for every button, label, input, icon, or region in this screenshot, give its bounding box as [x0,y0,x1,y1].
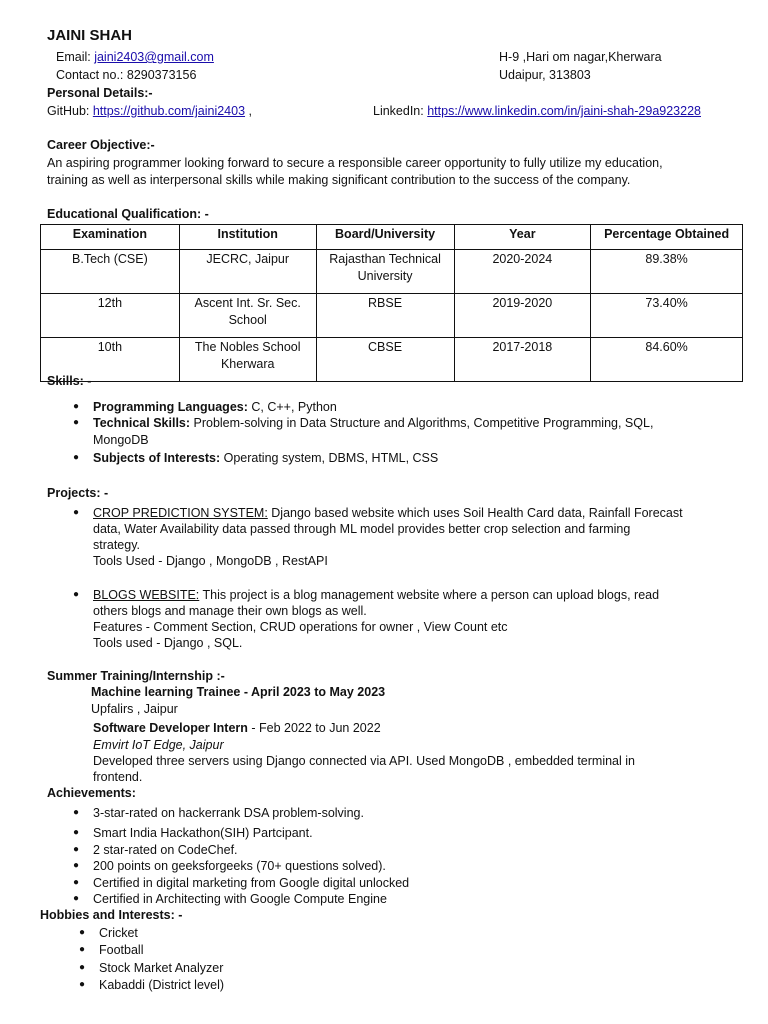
cell-percentage: 84.60% [591,338,743,382]
skill-technical-continued: MongoDB [93,433,149,447]
hobby-item: Football [99,943,144,957]
skill-programming [93,399,337,415]
training-ml-place: Upfalirs , Jaipur [91,702,178,716]
training-sde-title: Software Developer Intern [93,721,248,735]
cell-year: 2017-2018 [454,338,591,382]
github-link[interactable]: https://github.com/jaini2403 [92,104,246,118]
education-row [41,294,743,338]
bullet-icon: ● [72,844,80,855]
bullet-icon: ● [72,893,80,904]
header-board: Board/University [316,225,454,250]
bullet-icon: ● [72,827,80,838]
project-crop-tools: Tools Used - Django , MongoDB , RestAPI [93,554,328,568]
skill-subjects-value: Operating system, DBMS, HTML, CSS [220,451,439,465]
hobbies-heading: Hobbies and Interests: - [40,908,183,922]
bullet-icon: ● [72,401,80,412]
achievements-heading: Achievements: [47,786,136,800]
project-crop-line-3: strategy. [93,538,141,552]
project-crop-desc: Django based website which uses Soil Health Card data, Rainfall Forecast [267,506,683,520]
cell-board: Rajasthan Technical University [316,250,454,294]
contact-number: Contact no.: 8290373156 [56,68,197,82]
skill-technical-label: Technical Skills: [93,416,191,430]
project-blog-title: BLOGS WEBSITE: [93,588,200,602]
github-label: GitHub: [47,104,93,118]
cell-percentage: 89.38% [591,250,743,294]
cell-year: 2020-2024 [454,250,591,294]
cell-examination: B.Tech (CSE) [41,250,180,294]
skills-heading: Skills: - [47,374,92,388]
cell-year: 2019-2020 [454,294,591,338]
training-heading: Summer Training/Internship :- [47,669,225,683]
linkedin-link[interactable]: https://www.linkedin.com/in/jaini-shah-29a923228 [427,104,701,118]
bullet-icon: ● [78,927,86,938]
skill-subjects-label: Subjects of Interests: [93,451,221,465]
projects-heading: Projects: - [47,486,109,500]
hobby-item: Cricket [99,926,138,940]
email-link[interactable]: jaini2403@gmail.com [94,50,214,64]
bullet-icon: ● [72,507,80,518]
header-percentage: Percentage Obtained [591,225,743,250]
skill-programming-label: Programming Languages: [93,400,248,414]
github-line [47,103,252,119]
header-institution: Institution [179,225,316,250]
career-objective-line-1: An aspiring programmer looking forward to secure a responsible career opportunity to fully utilize my education, [47,156,663,170]
personal-details-heading: Personal Details:- [47,86,153,100]
header-year: Year [454,225,591,250]
education-row [41,250,743,294]
address-line-1: H-9 ,Hari om nagar,Kherwara [499,50,662,64]
header-examination: Examination [41,225,180,250]
project-blog-tools: Tools used - Django , SQL. [93,636,243,650]
training-sde-place: Emvirt IoT Edge, Jaipur [93,738,224,752]
cell-institution: The Nobles School Kherwara [179,338,316,382]
education-header-row [41,225,743,250]
cell-board: CBSE [316,338,454,382]
achievement-item: 3-star-rated on hackerrank DSA problem-solving. [93,806,364,820]
achievement-item: Certified in digital marketing from Google digital unlocked [93,876,410,890]
career-objective-line-2: training as well as interpersonal skills while making significant contribution to the success of the company. [47,173,631,187]
education-heading: Educational Qualification: - [47,207,209,221]
achievement-item: 200 points on geeksforgeeks (70+ questions solved). [93,859,386,873]
hobby-item: Kabaddi (District level) [99,978,225,992]
bullet-icon: ● [72,807,80,818]
email-line [56,49,214,65]
training-ml-title: Machine learning Trainee - April 2023 to May 2023 [91,685,386,699]
cell-percentage: 73.40% [591,294,743,338]
project-crop-line-1 [93,505,683,521]
bullet-icon: ● [72,452,80,463]
bullet-icon: ● [72,877,80,888]
cell-examination: 10th [41,338,180,382]
linkedin-line [373,103,701,119]
bullet-icon: ● [78,979,86,990]
project-crop-line-2: data, Water Availability data passed through ML model provides better crop selection and farming [93,522,631,536]
bullet-icon: ● [78,944,86,955]
address-line-2: Udaipur, 313803 [499,68,591,82]
bullet-icon: ● [72,860,80,871]
candidate-name: JAINI SHAH [47,27,133,44]
project-blog-features: Features - Comment Section, CRUD operations for owner , View Count etc [93,620,508,634]
email-label: Email: [56,50,95,64]
career-objective-heading: Career Objective:- [47,138,155,152]
project-blog-line-2: others blogs and manage their own blogs as well. [93,604,367,618]
bullet-icon: ● [72,417,80,428]
github-suffix: , [245,104,252,118]
cell-board: RBSE [316,294,454,338]
project-blog-desc: This project is a blog management website where a person can upload blogs, read [199,588,660,602]
skill-programming-value: C, C++, Python [247,400,337,414]
hobby-item: Stock Market Analyzer [99,961,224,975]
training-sde-dates: - Feb 2022 to Jun 2022 [247,721,381,735]
project-crop-title: CROP PREDICTION SYSTEM: [93,506,268,520]
achievement-item: 2 star-rated on CodeChef. [93,843,238,857]
cell-examination: 12th [41,294,180,338]
linkedin-label: LinkedIn: [373,104,428,118]
cell-institution: JECRC, Jaipur [179,250,316,294]
project-blog-line-1 [93,587,659,603]
education-row [41,338,743,382]
training-sde-title-line [93,720,381,736]
cell-institution: Ascent Int. Sr. Sec. School [179,294,316,338]
training-sde-desc-1: Developed three servers using Django connected via API. Used MongoDB , embedded terminal in [93,754,635,768]
bullet-icon: ● [72,589,80,600]
achievement-item: Smart India Hackathon(SIH) Partcipant. [93,826,313,840]
skill-technical [93,415,653,431]
training-sde-desc-2: frontend. [93,770,143,784]
achievement-item: Certified in Architecting with Google Compute Engine [93,892,387,906]
skill-technical-value: Problem-solving in Data Structure and Algorithms, Competitive Programming, SQL, [190,416,654,430]
education-table [40,224,743,382]
bullet-icon: ● [78,962,86,973]
skill-subjects [93,450,438,466]
